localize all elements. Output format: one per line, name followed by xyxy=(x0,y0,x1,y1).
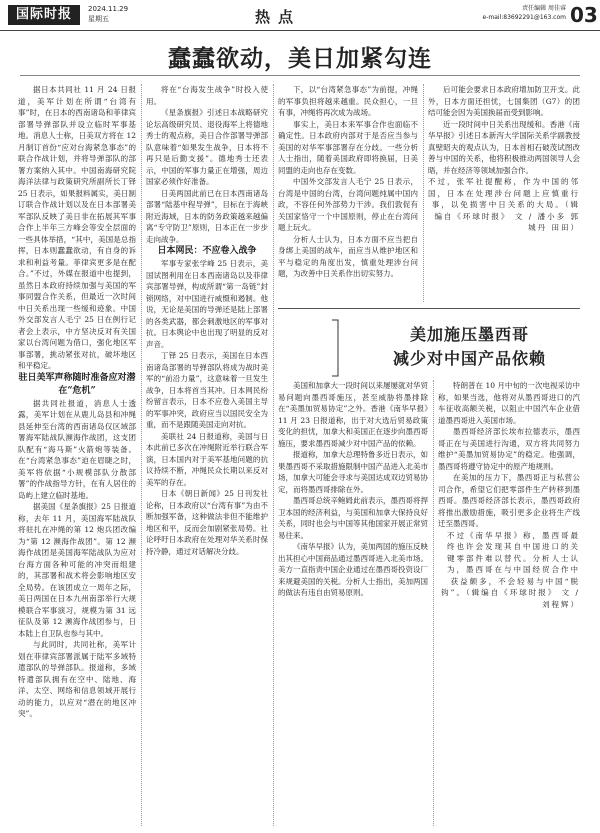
paragraph: 墨西哥经济部长埃布拉德表示，墨西哥正在与美国进行沟通，双方将共同努力维护“美墨加贸易协定”的稳定。他强调，墨西哥将遵守协定中的原产地规则。 xyxy=(438,427,580,471)
column-divider xyxy=(273,84,274,826)
page-number: 03 xyxy=(570,3,598,27)
column-divider xyxy=(141,84,142,826)
paragraph: 将在“台海发生战争”时投入使用。 xyxy=(146,85,268,106)
paragraph: 据日本共同社 11 月 24 日报道，美军计划在所谓“台湾有事”时，在日本的西南诸岛和菲律宾部署导弹部队并设立临时军事基地。消息人士称，日美双方将在 12 月制订首份“应对台海紧急事态”的联合作战计划，并将导弹部队的部署方案纳入其中。中国南海研究院海洋法律与政策研究所副所长丁铎 25 日表示，如果报料属实，美日制订联合作战计划以及在日本部署美军部队反映了美日非在拓展其军事合作上半年三方峰会等安全层面的一些具体举措，“其中，美国是总指挥，日本则蠢蠢欲动，有自身的诉求和利益考量。菲律宾更多是在配合。”不过，外媒在报道中也提到，虽然日本政府持续加强与美国的军事同盟合作关系，但最近一次时间中日关系出现一些缓和迹象。中国外交部发言人毛宁 25 日在例行记者会上表示，中方坚决反对有关国家以台湾问题为借口，强化地区军事部署，挑动紧张对抗，破坏地区和平稳定。 xyxy=(18,85,136,370)
paragraph: 近一段时间中日关系出现缓和。香港《南华早报》引述日本新泻大学国际关系学副教授真壁昭夫的观点认为，日本首相石破茂试图改善与中国的关系，他将积极推动两国领导人会晤，并在经济等领域加强合作。 xyxy=(428,119,580,175)
article1-col1-paragraphs xyxy=(18,84,136,372)
masthead xyxy=(0,0,600,31)
paragraph: 与此同时，共同社称，美军计划在菲律宾部署派属于陆军多域特遣部队的导弹部队。报道称，多域特遣部队拥有在空中、陆地、海洋、太空、网络和信息领域开展行动的能力，以应对“潜在的地区冲突”。 xyxy=(18,640,136,718)
issue-date xyxy=(88,4,128,24)
article2-headline-line2: 减少对中国产品依赖 xyxy=(392,349,546,368)
headline-divider xyxy=(20,75,580,76)
paragraph: 美国和加拿大一段时间以来屡屡就对华贸易问题向墨西哥施压，甚至威胁将墨排除在“美墨加贸易协定”之外。香港《南华早报》11 月 23 日报道称，出于对大选后贸易政策变化的担忧，加拿大和美国正在逐步向墨西哥施压，要求墨西哥减少对中国产品的依赖。 xyxy=(278,381,428,448)
paragraph: 日美两国此前已在日本西南诸岛部署“陆基中程导弹”，目标在于海峡附近海域，日本的防务政策越来越偏离“专守防卫”原则，日本正在一步步走向战争。 xyxy=(146,188,268,244)
paragraph: 《南华早报》认为，美加两国的施压反映出其担心中国商品通过墨西哥进入北美市场。美方一直指责中国企业通过在墨西哥投资设厂来规避美国的关税。分析人士指出，美加两国的做法有违自由贸易原则。 xyxy=(278,542,428,597)
paragraph: 特朗普在 10 月中旬的一次电视采访中称，如果当选，他将对从墨西哥进口的汽车征收高额关税，以阻止中国汽车企业借道墨西哥进入美国市场。 xyxy=(438,381,580,425)
paragraph: 后可能会要求日本政府增加防卫开支。此外，日本方面还担忧，七国集团（G7）的团结可能会因为美国换届而受到影响。 xyxy=(428,85,580,117)
paragraph: 下，以“台湾紧急事态”为前提，冲绳的军事负担将越来越重。民众担心，一旦有事，冲绳将再次成为战场。 xyxy=(278,85,418,117)
newspaper-logo: 国际时报 xyxy=(8,5,80,25)
article1-headline: 蠢蠢欲动，美日加紧勾连 xyxy=(168,46,432,72)
paragraph: 《星条旗报》引述日本战略研究论坛高级研究员、退役海军上将德地秀士的观点称，美日合作部署导弹部队意味着“如果发生战争，日本将不再只是后勤支援”。德地秀士还表示，中国的军事力量正在增强，周边国家必须作好准备。 xyxy=(146,108,268,186)
article1-column-4 xyxy=(428,84,580,302)
article1-column-3 xyxy=(278,84,418,302)
article1-subheading-2: 日本网民：不应卷入战争 xyxy=(157,246,257,256)
paragraph: 军事专家张学峰 25 日表示，美国试图利用在日本西南诸岛以及菲律宾部署导弹，构成所谓“第一岛链”封锁网络，对中国进行威慑和遏制。他说，无论是美国的导弹还是陆上部署的各类武器，都会刺激地区的军事对抗。日本舆论中也出现了明显的反对声音。 xyxy=(146,259,268,349)
date-text: 2024.11.29 xyxy=(88,5,129,13)
article1-subheading-1: 驻日美军声称随时准备应对潜在“危机” xyxy=(18,372,136,396)
article1-column-1 xyxy=(18,84,136,826)
column-divider xyxy=(433,380,434,826)
paragraph: 在美加的压力下，墨西哥正与私营公司合作，希望它们把零部件生产转移到墨西哥。墨西哥经济部长表示，墨西哥政府将推出激励措施，吸引更多企业将生产线迁至墨西哥。 xyxy=(438,473,580,528)
editor-email: e-mail:83692291@163.com xyxy=(482,14,566,21)
section-title: 热点 xyxy=(255,8,302,26)
column-divider xyxy=(423,84,424,302)
article2-column-2 xyxy=(438,380,580,826)
paragraph: 美联社 24 日报道称，美国与日本此前已多次在冲绳附近举行联合军演，日本国内对于美军基地问题的抗议持续不断，冲绳民众长期以来反对美军的存在。 xyxy=(146,431,268,487)
article-separator xyxy=(278,308,580,309)
article2-column-1 xyxy=(278,380,428,826)
editor-info xyxy=(468,4,566,22)
byline: 不过《南华早报》称，墨西哥最终也许会发现其自中国进口的关键零部件难以替代。分析人士认为，墨西哥在与中国经贸合作中获益颇多，不会轻易与中国“脱钩”。（辑编自《环球时报》 文 / 刘程辉） xyxy=(441,530,580,609)
weekday-text: 星期五 xyxy=(88,15,109,23)
article1-column-2 xyxy=(146,84,268,826)
paragraph: 据美国《星条旗报》25 日报道称，去年 11 月，美国海军陆战队将驻扎在冲绳的第 12 炮兵团改编为“第 12 濒海作战团”。第 12 濒海作战团是美国海军陆战队为应对台海方面各种可能的冲突而组建的，其部署和战术将会影响地区安全局势。在该团成立一周年之际，美日两国在日本九州南部举行大规模联合军事演习，规模为第 31 远征队及第 12 濒海作战团参与，日本陆上自卫队也参与其中。 xyxy=(18,502,136,638)
decorative-bracket-icon xyxy=(330,318,340,378)
paragraph: 分析人士认为，日本方面不应当把自身绑上美国的战车，而应当从维护地区和平与稳定的角度出发，慎重处理涉台问题，为改善中日关系作出切实努力。 xyxy=(278,234,418,278)
editor-name: 责任编辑 周佳睿 xyxy=(522,5,566,12)
paragraph: 中国外交部发言人毛宁 25 日表示，台湾是中国的台湾，台湾问题纯属中国内政，不容任何外部势力干涉。我们敦促有关国家恪守一个中国原则，停止在台湾问题上玩火。 xyxy=(278,177,418,232)
article2-headline xyxy=(352,323,587,371)
paragraph: 墨西哥总统辛鲍姆此前表示，墨西哥将捍卫本国的经济利益，与美国和加拿大保持良好关系，同时也会与中国等其他国家开展正常贸易往来。 xyxy=(278,496,428,540)
article2-headline-line1: 美加施压墨西哥 xyxy=(409,325,529,344)
paragraph: 日本《朝日新闻》25 日刊发社论称，日本政府以“台湾有事”为由不断加强军备，这种做法非但不能维护地区和平，反而会加剧紧张局势。社论呼吁日本政府在处理对华关系时保持冷静，通过对话解决分歧。 xyxy=(146,489,268,556)
paragraph: 报道称，加拿大总理特鲁多近日表示，如果墨西哥不采取措施限制中国产品进入北美市场，加拿大可能会寻求与美国达成双边贸易协定，而将墨西哥排除在外。 xyxy=(278,450,428,494)
paragraph: 据共同社报道，消息人士透露，美军计划在从鹿儿岛县和冲绳县延伸至台湾的西南诸岛仅区域部署海军陆战队濒海作战团，这支团队配有“海马斯”火箭炮等装备。在“台湾紧急事态”迫在眉睫之时，美军将依据“小规模部队分散部署”的作战指导方针，在有人居住的岛屿上建立临时基地。 xyxy=(18,398,136,500)
paragraph: 丁铎 25 日表示，美国在日本西南诸岛部署的导弹部队将成为战时美军的“前沿力量”，这意味着一旦发生战争，日本将首当其冲。日本网民纷纷留言表示，日本不应卷入美国主导的军事冲突，政府应当以国民安全为重，而不是跟随美国走向对抗。 xyxy=(146,351,268,429)
byline: 不过，张军社提醒称，作为中国的邻国，日本在处理涉台问题上应慎重行事，以免损害中日关系的大局。（辑编自《环球时报》 文 / 潘小多 郭城丹 田田） xyxy=(428,177,580,232)
paragraph: 事实上，美日本来军事合作也面临不确定性。日本政府内部对于是否应当参与美国的对华军事部署存在分歧。一些分析人士指出，随着美国政府即将换届，日美同盟的走向也存在变数。 xyxy=(278,119,418,175)
